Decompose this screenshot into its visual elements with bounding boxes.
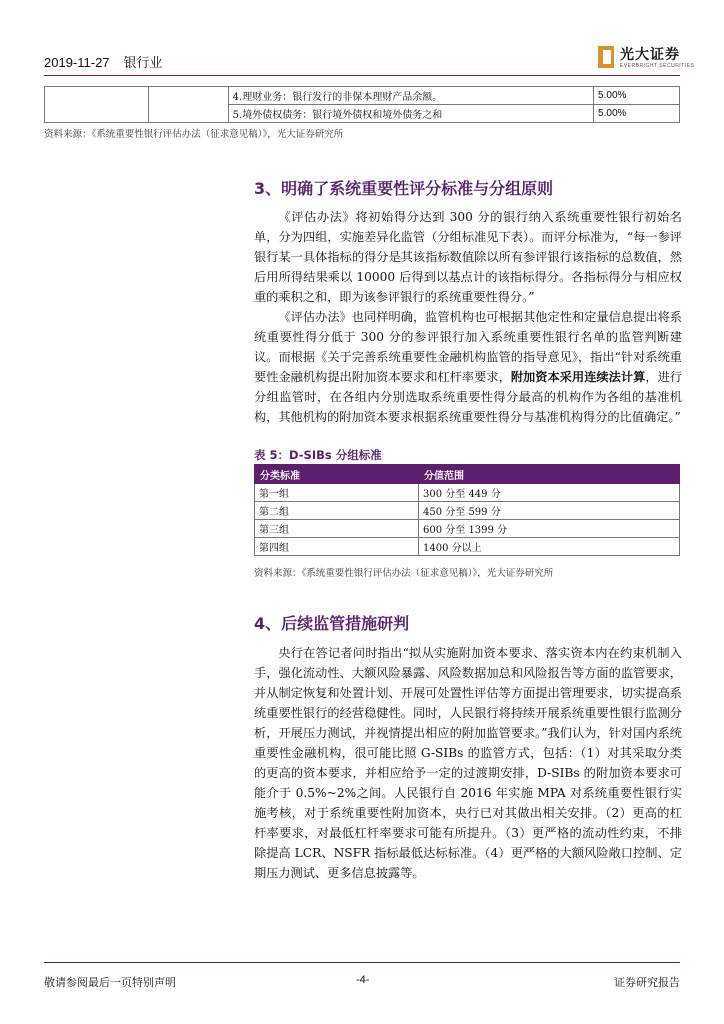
section-3-paragraph-1: 《评估办法》将初始得分达到 300 分的银行纳入系统重要性银行初始名单，分为四组，实施差异化监管（分组标准见下表）。而评分标准为，“每一参评银行某一具体指标的得分是其该指标数值除以所有参评银行该指标的总数值，然后用所得结果乘以 10000 后得到以基点计的该指标得分。各指标得分与相应权重的乘积之和，即为该参评银行的系统重要性得分。” <box>254 210 682 304</box>
logo-mark-icon <box>598 46 614 68</box>
header-divider <box>44 75 680 76</box>
dsibs-group-table <box>254 464 680 556</box>
table-row <box>255 484 680 502</box>
table-source-note: 资料来源：《系统重要性银行评估办法（征求意见稿）》，光大证券研究所 <box>44 129 344 140</box>
table-row <box>255 502 680 520</box>
footer-divider <box>44 962 680 963</box>
table-5-source-note: 资料来源：《系统重要性银行评估办法（征求意见稿）》，光大证券研究所 <box>254 568 554 579</box>
emphasis-text: 附加资本采用连续法计算 <box>510 370 646 384</box>
group-cell: 第二组 <box>255 502 419 520</box>
range-cell: 1400 分以上 <box>419 538 680 556</box>
table-row <box>255 520 680 538</box>
table-5-caption: 表 5：D-SIBs 分组标准 <box>254 448 382 462</box>
page-header <box>44 52 177 71</box>
logo-name-en: EVERBRIGHT SECURITIES <box>620 63 695 69</box>
range-cell: 600 分至 1399 分 <box>419 520 680 538</box>
company-logo <box>598 44 698 72</box>
section-4-paragraph: 央行在答记者问时指出“拟从实施附加资本要求、落实资本内在约束机制入手，强化流动性、大额风险暴露、风险数据加总和风险报告等方面的监管要求，并从制定恢复和处置计划、开展可处置性评估等方面提出管理要求，切实提高系统重要性银行的经营稳健性。同时，人民银行将持续开展系统重要性银行监测分析，开展压力测试，并视情提出相应的附加监管要求。”我们认为，针对国内系统重要性金融机构，很可能比照 G-SIBs 的监管方式，包括：（1）对其采取分类的更高的资本要求，并相应给予一定的过渡期安排，D-SIBs 的附加资本要求可能介于 0.5%~2%之间。人民银行自 2016 年实施 MPA 对系统重要性银行实施考核，对于系统重要性附加资本，央行已对其做出相关安排。（2）更高的杠杆率要求，对最低杠杆率要求可能有所提升。（3）更严格的流动性约束，不排除提高 LCR、NSFR 指标最低达标标准。（4）更严格的大额风险敞口控制、定期压力测试、更多信息披露等。 <box>254 646 682 880</box>
column-header: 分类标准 <box>255 465 419 484</box>
indicator-table-continued <box>44 86 680 123</box>
report-type: 证券研究报告 <box>614 977 680 989</box>
page-number: -4- <box>356 974 370 986</box>
weight-cell: 5.00% <box>594 87 680 105</box>
section-3-heading: 3、明确了系统重要性评分标准与分组原则 <box>254 179 554 198</box>
indicator-cell: 4.理财业务：银行发行的非保本理财产品余额。 <box>228 87 593 105</box>
weight-cell: 5.00% <box>594 105 680 123</box>
section-4-heading: 4、后续监管措施研判 <box>254 614 410 633</box>
sector-label: 银行业 <box>123 55 163 70</box>
table-header-row <box>255 465 680 484</box>
group-cell: 第四组 <box>255 538 419 556</box>
disclaimer-note: 敬请参阅最后一页特别声明 <box>44 977 176 989</box>
range-cell: 450 分至 599 分 <box>419 502 680 520</box>
table-row <box>45 87 680 105</box>
logo-name-cn: 光大证券 <box>620 47 680 63</box>
indicator-cell: 5.境外债权债务：银行境外债权和境外债务之和 <box>228 105 593 123</box>
group-cell: 第一组 <box>255 484 419 502</box>
group-cell: 第三组 <box>255 520 419 538</box>
report-date: 2019-11-27 <box>44 55 110 70</box>
section-3-paragraph-2: 《评估办法》也同样明确，监管机构也可根据其他定性和定量信息提出将系统重要性得分低于 300 分的参评银行加入系统重要性银行名单的监管判断建议。而根据《关于完善系统重要性金融机构监管的指导意见》，指出“针对系统重要性金融机构提出附加资本要求和杠杆率要求，附加资本采用连续法计算，进行分组监管时，在各组内分别选取系统重要性得分最高的机构作为各组的基准机构，其他机构的附加资本要求根据系统重要性得分与基准机构得分的比值确定。” <box>254 310 683 424</box>
column-header: 分值范围 <box>419 465 680 484</box>
table-row <box>255 538 680 556</box>
range-cell: 300 分至 449 分 <box>419 484 680 502</box>
